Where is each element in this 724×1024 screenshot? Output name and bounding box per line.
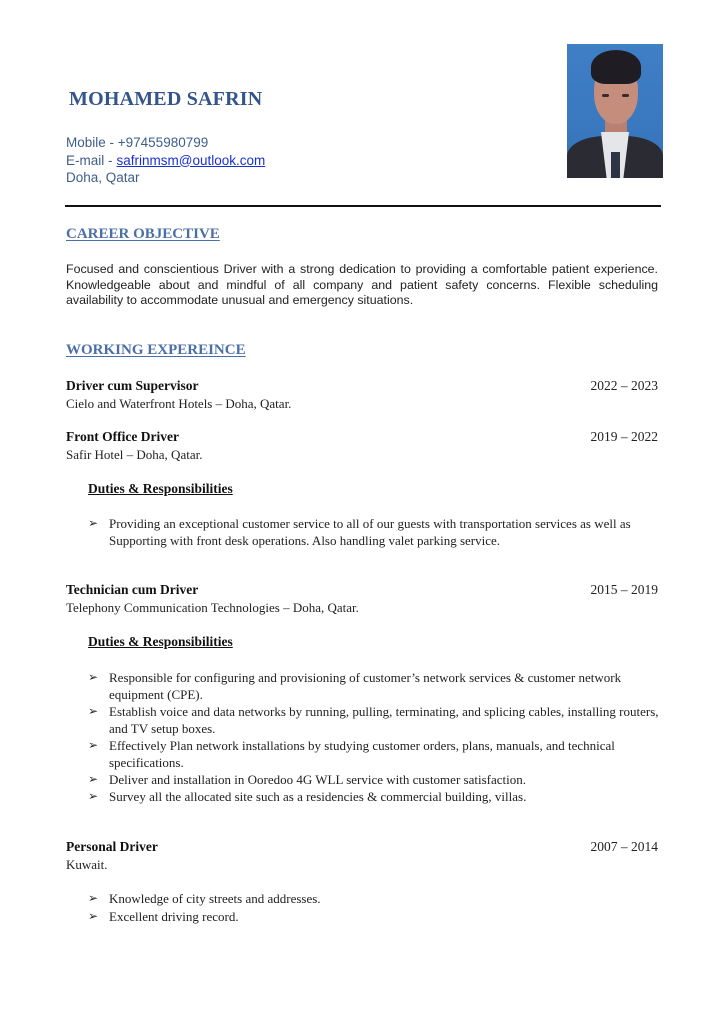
- experience-heading: WORKING EXPEREINCE: [66, 342, 246, 358]
- arrow-bullet-icon: ➢: [88, 670, 99, 684]
- duties-list: [88, 515, 660, 549]
- mobile-number: Mobile - +97455980799: [66, 135, 209, 150]
- job-company: Cielo and Waterfront Hotels – Doha, Qatar.: [66, 396, 292, 411]
- list-item: ➢ Providing an exceptional customer service to all of our guests with transportation services as well as Supporting with front desk operations. Also handling valet parking service.: [88, 516, 631, 548]
- list-item: ➢ Excellent driving record.: [88, 908, 239, 924]
- arrow-bullet-icon: ➢: [88, 704, 99, 718]
- list-item: ➢ Effectively Plan network installations by studying customer orders, plans, manuals, and technical specifications.: [88, 738, 615, 770]
- contact-block: [66, 134, 265, 187]
- duties-heading: Duties & Responsibilities: [88, 634, 233, 649]
- arrow-bullet-icon: ➢: [88, 789, 99, 803]
- arrow-bullet-icon: ➢: [88, 891, 99, 905]
- arrow-bullet-icon: ➢: [88, 772, 99, 786]
- arrow-bullet-icon: ➢: [88, 516, 99, 530]
- photo-hair: [591, 50, 641, 84]
- job-title: Driver cum Supervisor: [66, 378, 199, 393]
- photo-tie: [611, 152, 620, 178]
- list-item: ➢ Survey all the allocated site such as a residencies & commercial building, villas.: [88, 789, 527, 804]
- job-company: Kuwait.: [66, 857, 108, 872]
- job-title: Front Office Driver: [66, 429, 179, 444]
- email-label: E-mail -: [66, 152, 113, 168]
- duties-heading: Duties & Responsibilities: [88, 481, 233, 496]
- email-line: [66, 152, 265, 170]
- job-company: Safir Hotel – Doha, Qatar.: [66, 447, 203, 462]
- location: Doha, Qatar: [66, 170, 140, 185]
- email-link[interactable]: safrinmsm@outlook.com: [116, 152, 266, 168]
- list-item: ➢ Knowledge of city streets and addresses.: [88, 891, 321, 906]
- list-item: ➢ Establish voice and data networks by running, pulling, terminating, and splicing cables, installing routers, and TV setup boxes.: [88, 704, 659, 736]
- photo-eye-right: [622, 94, 629, 97]
- profile-photo: [567, 44, 663, 178]
- job-title: Technician cum Driver: [66, 582, 199, 597]
- duties-list: [88, 890, 660, 925]
- career-objective-text: Focused and conscientious Driver with a strong dedication to providing a comfortable patient experience. Knowledgeable about and mindful of all company and patient safety concerns. Flexible scheduling availability to accommodate unusual and emergency situations.: [66, 262, 658, 307]
- job-years: 2019 – 2022: [590, 429, 658, 444]
- candidate-name: MOHAMED SAFRIN: [69, 88, 263, 110]
- duties-list: [88, 669, 660, 805]
- header-divider: [65, 205, 661, 207]
- list-item: ➢ Deliver and installation in Ooredoo 4G WLL service with customer satisfaction.: [88, 772, 526, 787]
- job-title: Personal Driver: [66, 839, 158, 854]
- arrow-bullet-icon: ➢: [88, 738, 99, 752]
- job-years: 2007 – 2014: [590, 839, 658, 854]
- list-item: ➢ Responsible for configuring and provisioning of customer’s network services & customer network equipment (CPE).: [88, 670, 622, 702]
- job-company: Telephony Communication Technologies – Doha, Qatar.: [66, 600, 359, 615]
- career-objective-heading: CAREER OBJECTIVE: [66, 226, 220, 242]
- job-years: 2015 – 2019: [590, 582, 658, 597]
- photo-eye-left: [602, 94, 609, 97]
- job-years: 2022 – 2023: [590, 378, 658, 393]
- arrow-bullet-icon: ➢: [88, 908, 99, 923]
